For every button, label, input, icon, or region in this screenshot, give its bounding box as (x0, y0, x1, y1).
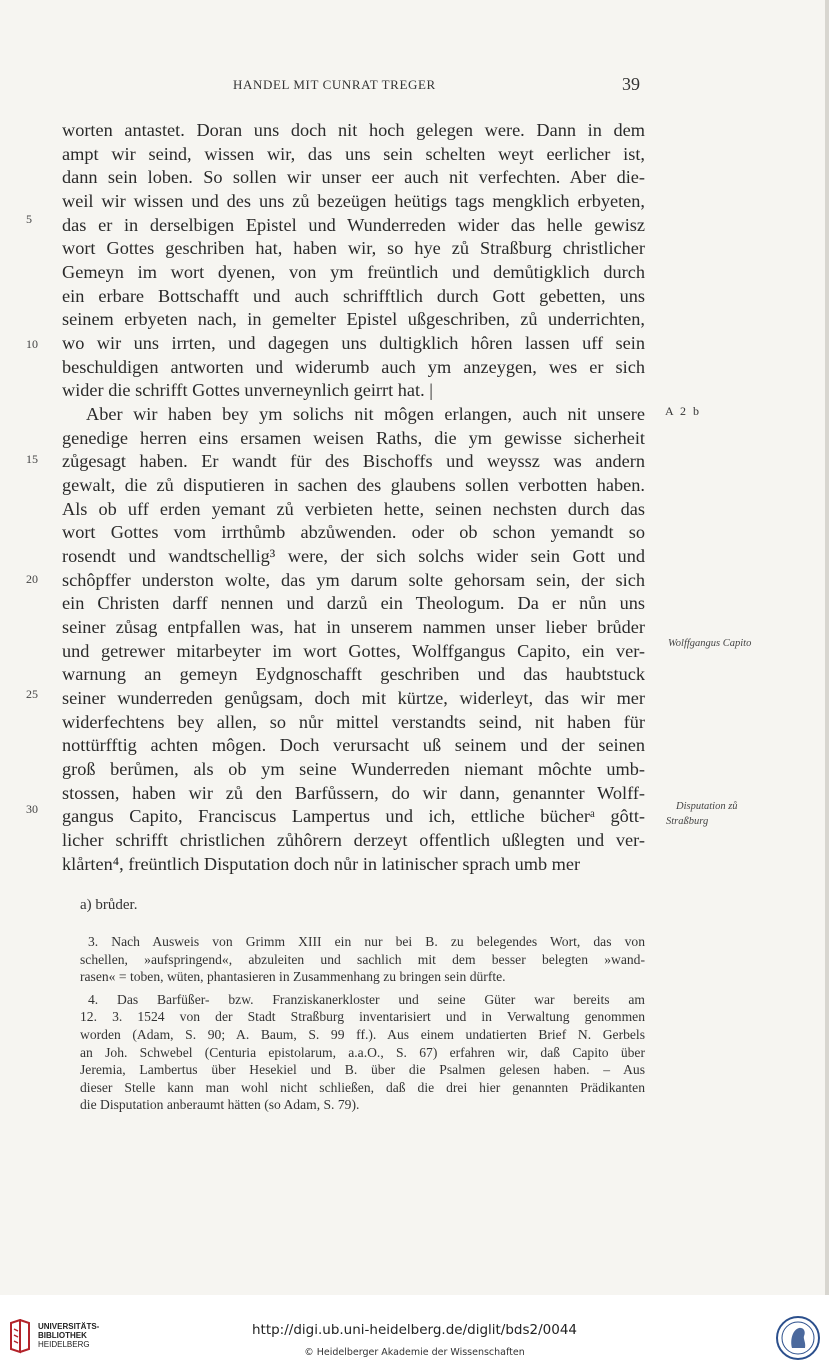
text-line: zůgesagt haben. Er wandt für des Bischoffs und weyssz was andern (62, 451, 645, 472)
line-number: 15 (26, 452, 38, 466)
text-line: wider die schrifft Gottes unverneynlich geirrt hat. | (62, 380, 433, 401)
logo-text-line: BIBLIOTHEK (38, 1331, 87, 1340)
permalink-url[interactable]: http://digi.ub.uni-heidelberg.de/diglit/bds2/0044 (251, 1322, 578, 1338)
note-line: Jeremia, Lambertus über Hesekiel und B. über die Psalmen gelesen haben. – Aus (80, 1062, 645, 1078)
scan-edge (825, 0, 829, 1295)
text-line: wo wir uns irrten, und dagegen uns dultigklich hôren lassen uff sein (62, 333, 645, 354)
text-line: schôpffer underston wolte, das ym darum solte gehorsam sein, der sich (62, 569, 645, 590)
line-number: 10 (26, 337, 38, 351)
text-line: das er in derselbigen Epistel und Wunderreden wider das helle gewisz (62, 214, 645, 235)
text-line: dann sein loben. So sollen wir unser eer auch nit verfechten. Aber die- (62, 167, 645, 188)
text-line: worten antastet. Doran uns doch nit hoch gelegen were. Dann in dem (62, 120, 645, 140)
copyright-notice: © Heidelberger Akademie der Wissenschaften (304, 1347, 525, 1358)
text-line: gewalt, die zů disputieren in sachen des glaubens sollen verbotten haben. (62, 475, 645, 496)
commentary-notes (80, 933, 645, 1114)
text-line: rosendt und wandtschellig³ were, der sich solchs wider sein Gott und (62, 546, 645, 567)
text-line: nottürfftig achten môgen. Doch verursacht uß seinem und der seinen (62, 735, 645, 756)
folio-reference: A 2 b (665, 404, 702, 418)
text-line: Aber wir haben bey ym solichs nit môgen erlangen, auch nit unsere (86, 404, 645, 425)
text-line: ein erbare Bottschafft und auch schrifftlich durch Gott gebetten, uns (62, 285, 645, 306)
logo-text-line: HEIDELBERG (38, 1340, 90, 1349)
text-line: ein Christen darff nennen und darzů ein Theologum. Da er nůn uns (62, 593, 645, 614)
text-line: weil wir wissen und des uns zů bezeügen heütigs tags mengklich erbyeten, (62, 191, 645, 212)
text-line: wort Gottes vom irrthůmb abzůwenden. oder ob schon yemandt so (62, 522, 645, 543)
text-line: licher schrifft christlichen zůhôrern derzeyt offentlich ußlegten und ver- (62, 830, 645, 851)
line-number: 25 (26, 687, 38, 701)
text-line: seiner zůsag entpfallen was, hat in unserem nammen unser lieber brůder (62, 617, 645, 638)
page-number: 39 (622, 74, 640, 94)
text-line: beschuldigen antworten und widerumb auch ym anzeygen, wes er sich (62, 356, 645, 377)
text-line: genedige herren eins ersamen weisen Raths, die ym gewisse sicherheit (62, 427, 645, 448)
text-line: klårten⁴, freüntlich Disputation doch nůr in latinischer sprach umb mer (62, 853, 581, 874)
text-line: seiner wunderreden genůgsam, doch mit kürtze, widerleyt, das wir mer (62, 688, 645, 709)
main-text (62, 119, 645, 877)
note-line: 12. 3. 1524 von der Stadt Straßburg inventarisiert und in Verwaltung genommen (80, 1009, 645, 1025)
note-line: 4. Das Barfüßer- bzw. Franziskanerkloster und seine Güter war bereits am (88, 991, 645, 1007)
running-title: HANDEL MIT CUNRAT TREGER (233, 77, 436, 92)
note-line: rasen« = toben, wüten, phantasieren in Zusammenhang zu bringen sein dürfte. (80, 969, 506, 985)
text-line: und getrewer mitarbeyter im wort Gottes, Wolffgangus Capito, ein ver- (62, 640, 645, 661)
note-line: 3. Nach Ausweis von Grimm XIII ein nur bei B. zu belegendes Wort, das von (88, 934, 645, 949)
text-line: groß berůmen, als ob ym seine Wunderreden niemant môchte umb- (62, 759, 645, 780)
logo-text-line: UNIVERSITÄTS- (38, 1322, 100, 1331)
text-line: gangus Capito, Franciscus Lampertus und ich, ettliche bücherᵃ gôtt- (62, 806, 645, 827)
note-line: dieser Stelle kann man wohl nicht schließen, daß die drei hier genannten Prädikanten (80, 1079, 645, 1095)
text-line: warnung an gemeyn Eydgnoschafft geschriben und das haubtstuck (62, 664, 645, 685)
text-line: stossen, haben wir zů den Barfůssern, do wir dann, genannter Wolff- (62, 782, 645, 803)
note-line: worden (Adam, S. 90; A. Baum, S. 99 ff.). Aus einem undatierten Brief N. Gerbels (80, 1026, 645, 1042)
text-line: ampt wir seind, wissen wir, das uns sein schelten weyt eerlicher ist, (62, 143, 645, 164)
note-line: an Joh. Schwebel (Centuria epistolarum, a.a.O., S. 67) erfahren wir, daß Capito über (80, 1044, 645, 1060)
line-number: 20 (26, 572, 38, 586)
margin-note-disputation: Disputation zů (676, 801, 738, 812)
line-number: 30 (26, 802, 38, 816)
text-line: seinem erbyeten nach, in gemelter Epistel ußgeschriben, zů underrichten, (62, 309, 645, 330)
textual-footnote: a) brůder. (80, 897, 138, 913)
margin-note-strassburg: Straßburg (666, 816, 709, 827)
text-line: Als ob uff erden yemant zů verbieten hette, seinen nechsten durch das (62, 498, 645, 519)
text-line: widerfechtens bey allen, so nůr mittel verstandts seind, nit haben für (62, 711, 645, 732)
viewer-footer (0, 1295, 829, 1368)
margin-note-capito: Wolffgangus Capito (668, 638, 752, 649)
line-number: 5 (26, 212, 32, 226)
text-line: Gemeyn im wort dyenen, von ym freüntlich und demůtigklich durch (62, 262, 645, 283)
note-line: die Disputation anberaumt hätten (so Adam, S. 79). (80, 1097, 360, 1113)
note-line: schellen, »aufspringend«, abzuleiten und sachlich mit dem besser belegten »wand- (80, 951, 645, 967)
academy-seal-icon (775, 1315, 821, 1361)
text-line: wort Gottes geschriben hat, haben wir, so hye zů Straßburg christlicher (62, 238, 645, 259)
